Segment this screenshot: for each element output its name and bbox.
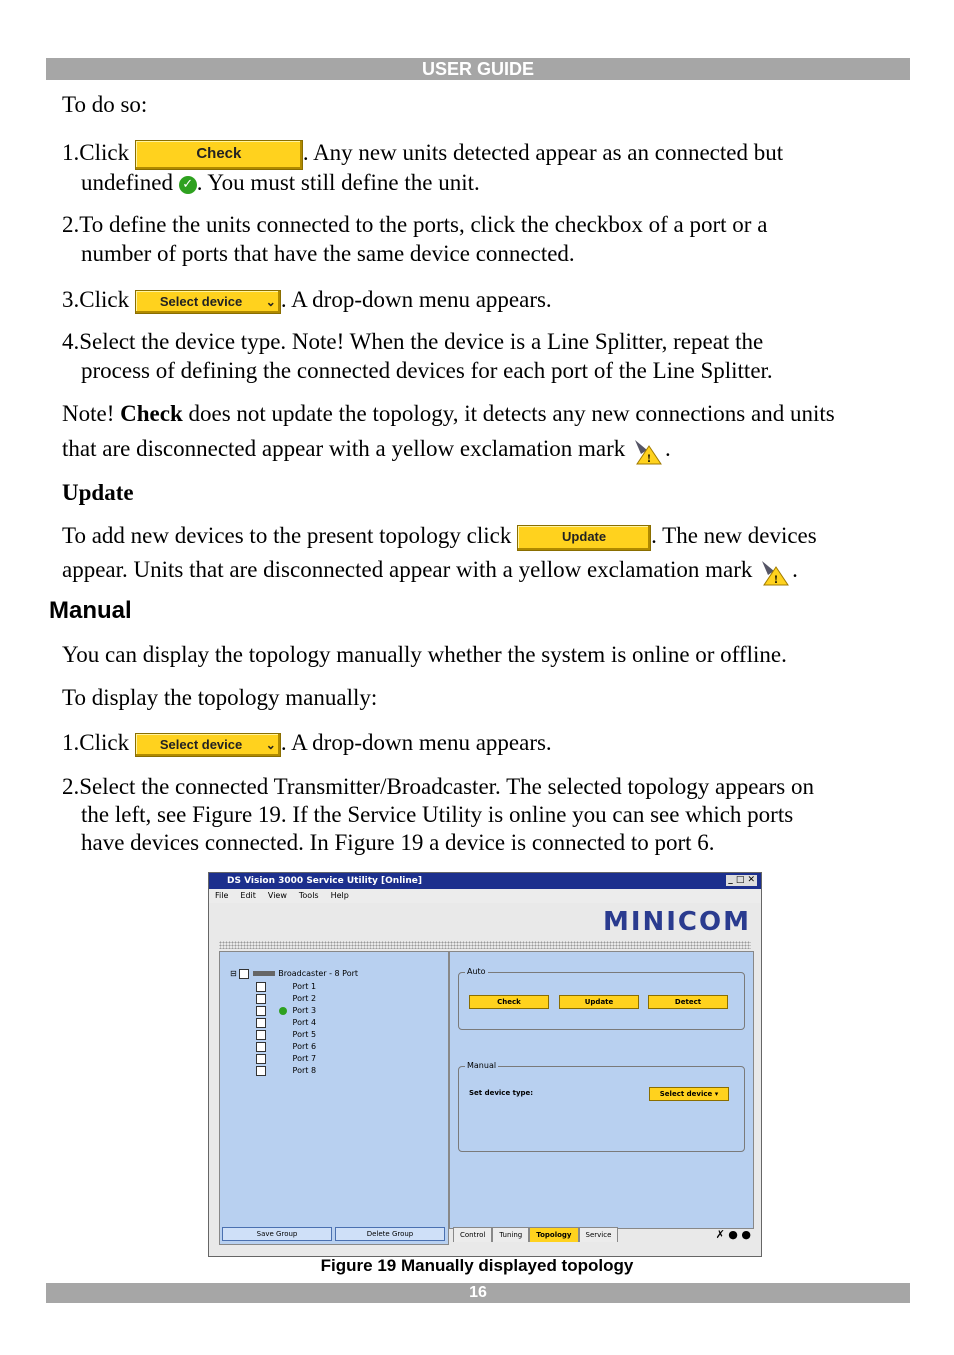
save-group-button[interactable]: Save Group xyxy=(222,1227,332,1241)
page-number: 16 xyxy=(469,1284,487,1301)
settings-pane xyxy=(449,951,754,1229)
manual-group-label: Manual xyxy=(467,1061,497,1070)
step-1: 1.Click Check . Any new units detected appear as an connected but xyxy=(62,138,783,170)
update-line2: appear. Units that are disconnected appear with a yellow exclamation mark ! . xyxy=(62,557,798,586)
connected-check-icon xyxy=(279,1007,287,1015)
auto-group-label: Auto xyxy=(467,967,486,976)
port-checkbox[interactable] xyxy=(256,994,266,1004)
set-device-type-label: Set device type: xyxy=(469,1089,534,1097)
auto-group xyxy=(458,967,745,1030)
select-device-button[interactable]: Select device ⌄ xyxy=(135,290,281,314)
check-button[interactable]: Check xyxy=(135,140,303,170)
manual-group xyxy=(458,1061,745,1152)
step-1-line2: undefined ✓ . You must still define the unit. xyxy=(81,170,480,195)
port-checkbox[interactable] xyxy=(256,1054,266,1064)
window-controls[interactable]: _ □ ✕ xyxy=(728,875,755,885)
warning-icon xyxy=(758,557,792,587)
header-title: USER GUIDE xyxy=(421,59,535,79)
port-checkbox[interactable] xyxy=(256,982,266,992)
check-button[interactable]: Check xyxy=(469,995,549,1009)
svg-text:!: ! xyxy=(647,450,652,465)
select-device-button[interactable]: Select device ⌄ xyxy=(135,733,281,757)
note-line1: Note! Check does not update the topology, it detects any new connections and units xyxy=(62,401,835,426)
manual-heading: Manual xyxy=(49,597,132,624)
manual-step-2-line2: the left, see Figure 19. If the Service Utility is online you can see which ports xyxy=(81,802,794,827)
menu-tools[interactable]: Tools xyxy=(298,891,319,900)
tab-bar xyxy=(453,1227,618,1241)
broadcaster-icon xyxy=(253,971,275,976)
header-bar xyxy=(46,58,910,80)
note-line2: that are disconnected appear with a yellow exclamation mark ! . xyxy=(62,436,671,465)
tree-port-4[interactable]: Port 4 xyxy=(256,1017,316,1029)
svg-text:!: ! xyxy=(774,571,779,586)
menu-file[interactable]: File xyxy=(215,891,229,900)
tree-port-1[interactable]: Port 1 xyxy=(256,981,316,993)
tab-topology[interactable]: Topology xyxy=(529,1227,578,1242)
tab-service[interactable]: Service xyxy=(579,1227,619,1242)
update-button[interactable]: Update xyxy=(517,525,651,551)
tree-port-6[interactable]: Port 6 xyxy=(256,1041,316,1053)
chevron-down-icon: ⌄ xyxy=(265,294,276,309)
topology-tree-pane xyxy=(219,951,449,1245)
intro-text: To do so: xyxy=(62,92,148,117)
menu-view[interactable]: View xyxy=(267,891,287,900)
step-3: 3.Click Select device ⌄ . A drop-down menu appears. xyxy=(62,287,552,312)
figure-caption: Figure 19 Manually displayed topology xyxy=(320,1256,634,1275)
window-title: DS Vision 3000 Service Utility [Online] xyxy=(227,876,423,886)
tree-port-2[interactable]: Port 2 xyxy=(256,993,316,1005)
connected-check-icon: ✓ xyxy=(179,176,197,194)
port-checkbox[interactable] xyxy=(256,1042,266,1052)
port-checkbox[interactable] xyxy=(256,1066,266,1076)
menu-edit[interactable]: Edit xyxy=(240,891,256,900)
step-4: 4.Select the device type. Note! When the device is a Line Splitter, repeat the xyxy=(62,329,764,354)
manual-step-1: 1.Click Select device ⌄ . A drop-down menu appears. xyxy=(62,730,552,755)
window-titlebar xyxy=(209,873,761,889)
step-2-line2: number of ports that have the same device connected. xyxy=(81,241,575,266)
manual-step-2-line3: have devices connected. In Figure 19 a device is connected to port 6. xyxy=(81,830,715,855)
menu-bar xyxy=(209,889,761,903)
detect-button[interactable]: Detect xyxy=(648,995,728,1009)
minicom-logo: MINICOM xyxy=(602,907,751,937)
warning-icon xyxy=(631,436,665,466)
select-device-button[interactable]: Select device ▾ xyxy=(649,1087,729,1101)
port-checkbox[interactable] xyxy=(256,1018,266,1028)
tab-control[interactable]: Control xyxy=(453,1227,492,1242)
manual-p2: To display the topology manually: xyxy=(62,685,378,710)
update-button[interactable]: Update xyxy=(559,995,639,1009)
tab-tuning[interactable]: Tuning xyxy=(492,1227,529,1242)
update-line1: To add new devices to the present topology click Update . The new devices xyxy=(62,521,817,551)
port-checkbox[interactable] xyxy=(256,1006,266,1016)
port-checkbox[interactable] xyxy=(256,1030,266,1040)
manual-step-2: 2.Select the connected Transmitter/Broadcaster. The selected topology appears on xyxy=(62,774,814,799)
tree-port-3[interactable]: Port 3 xyxy=(256,1005,316,1017)
footer-bar xyxy=(46,1283,910,1303)
tree-root-checkbox[interactable] xyxy=(239,969,249,979)
figure-screenshot xyxy=(208,872,762,1257)
tree-root[interactable]: ⊟ Broadcaster - 8 Port xyxy=(230,969,359,978)
tree-port-7[interactable]: Port 7 xyxy=(256,1053,316,1065)
tree-port-5[interactable]: Port 5 xyxy=(256,1029,316,1041)
menu-help[interactable]: Help xyxy=(330,891,349,900)
tree-port-8[interactable]: Port 8 xyxy=(256,1065,316,1077)
manual-p1: You can display the topology manually whether the system is online or offline. xyxy=(62,642,787,667)
chevron-down-icon: ⌄ xyxy=(265,737,276,752)
update-heading: Update xyxy=(62,480,134,505)
status-icons: ✗ ● ● xyxy=(715,1228,751,1241)
step-4-line2: process of defining the connected devices for each port of the Line Splitter. xyxy=(81,358,773,383)
delete-group-button[interactable]: Delete Group xyxy=(335,1227,445,1241)
step-2: 2.To define the units connected to the ports, click the checkbox of a port or a xyxy=(62,212,768,237)
dotted-divider xyxy=(219,941,751,949)
